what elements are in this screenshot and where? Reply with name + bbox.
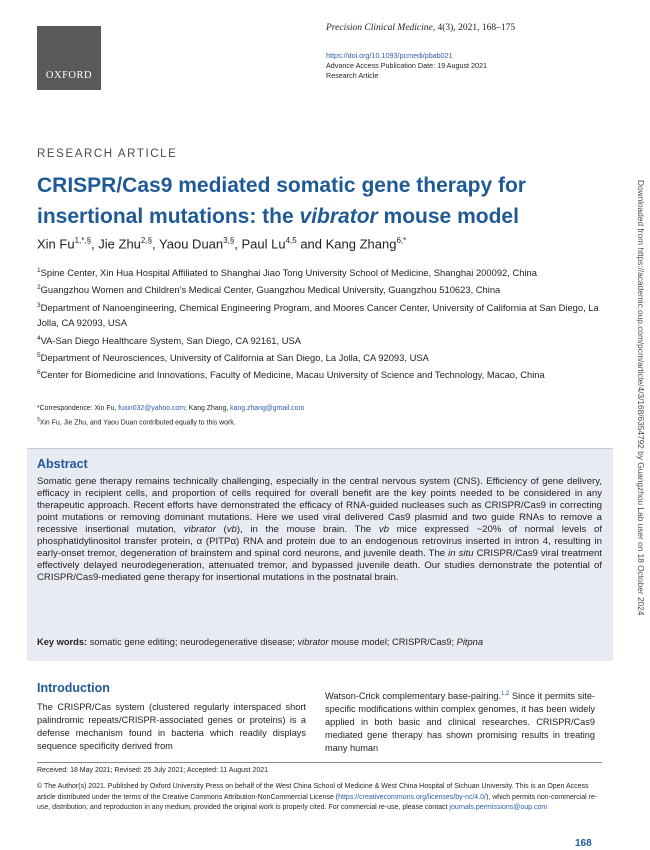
- introduction-column-1: The CRISPR/Cas system (clustered regularly interspaced short palindromic repeats/CRISPR-associated genes or proteins) is a defense mechanism found in bacteria which readily displays sequence specificity derived from: [37, 702, 306, 752]
- introduction-heading: Introduction: [37, 681, 110, 695]
- affiliation-number: 3: [37, 301, 41, 309]
- keywords-text: somatic gene editing; neurodegenerative disease;: [87, 637, 298, 647]
- abstract-text: CRISPR/Cas9 viral treatment effectively delayed neurodegeneration, attenuated tremor, and bypassed juvenile death. Our studies demonstrate the potential of CRISPR/Cas9-mediated gene therapy for insertional mutations in the postnatal brain.: [37, 548, 603, 584]
- advance-access-date: Advance Access Publication Date: 19 August 2021: [326, 61, 488, 70]
- permissions-email-link[interactable]: journals.permissions@oup.com: [449, 804, 548, 812]
- affiliation-list: [37, 263, 602, 383]
- title-part-1: CRISPR/Cas9 mediated somatic gene therapy for insertional mutations: the: [37, 174, 526, 228]
- email-link[interactable]: kang.zhang@gmail.com: [230, 405, 305, 412]
- article-title: [37, 170, 597, 232]
- affiliation-text: Department of Neurosciences, University of California at San Diego, La Jolla, CA 92093, USA: [40, 352, 429, 364]
- license-link[interactable]: https://creativecommons.org/licenses/by-nc/4.0/: [338, 793, 486, 801]
- title-italic: vibrator: [299, 205, 378, 228]
- article-meta: [326, 51, 487, 81]
- author-affil-ref: 1,*,§: [74, 236, 92, 245]
- oxford-logo: [37, 26, 101, 90]
- author-name[interactable]: Jie Zhu: [98, 236, 141, 252]
- affiliation-item: [37, 280, 602, 297]
- footer-divider: [37, 762, 602, 763]
- received-dates: Received: 18 May 2021; Revised: 25 July 2021; Accepted: 11 August 2021: [37, 767, 269, 774]
- abstract-body: [37, 476, 602, 584]
- journal-name: Precision Clinical Medicine,: [326, 23, 436, 33]
- author-name[interactable]: Yaou Duan: [159, 236, 224, 252]
- affiliation-number: 5: [37, 351, 41, 359]
- journal-issue: 4(3), 2021, 168–175: [435, 23, 516, 33]
- abstract-text: mice expressed ~20% of normal levels of phosphatidylinositol transfer protein, α (PITPα) RNA and protein due to an endogenous retrovirus inserted in intron 4, resulting in early-onset tremor, degeneration of brainstem and spinal cord neurons, and juvenile death. The: [37, 524, 602, 560]
- doi-link[interactable]: https://doi.org/10.1093/pcmedi/pbab021: [326, 51, 453, 60]
- affiliation-text: VA-San Diego Healthcare System, San Diego, CA 92161, USA: [40, 334, 302, 346]
- equal-contribution-note: Xin Fu, Jie Zhu, and Yaou Duan contributed equally to this work.: [39, 418, 236, 426]
- introduction-column-2: [325, 688, 595, 756]
- abstract-text: Somatic gene therapy remains technically challenging, especially in the central nervous system (CNS). Efficiency of gene delivery, efficacy in recipient cells, and proportion of cells required for overall benefit are the key points needed to be considered in any therapeutic approach. Recent efforts have demonstrated the efficacy of RNA-guided nucleases such as CRISPR/Cas9 in correcting point mutations or removing dominant mutations. Here we used viral delivered Cas9 plasmid and two guide RNAs to remove a recessive insertional mutation,: [37, 476, 602, 536]
- abstract-italic: vb: [226, 524, 237, 536]
- correspondence-note: *Correspondence: Xin Fu, fuxin032@yahoo.com; Kang Zhang, kang.zhang@gmail.com §Xin Fu, Jie Zhu, and Yaou Duan contributed equally to this work.: [37, 405, 305, 426]
- affiliation-number: 4: [37, 334, 41, 342]
- email-link[interactable]: fuxin032@yahoo.com: [118, 405, 185, 412]
- license-text: © The Author(s) 2021. Published by Oxford University Press on behalf of the West China School of Medicine & West China Hospital of Sichuan University. This is an Open Access article distributed under the terms of the Creative Commons Attribution-NonCommercial License (: [37, 783, 589, 801]
- keywords: [37, 637, 602, 647]
- affiliation-item: [37, 348, 602, 365]
- author-affil-ref: 6,*: [396, 236, 407, 245]
- citation-ref[interactable]: 1,2: [501, 691, 510, 697]
- author-list: Xin $Fu^{1,*,\S}$, Jie Zhu$^{2,\S}$, Yaou Duan$^{3,\S}$, Paul Lu$^{4,5}$ and Kang Zhang$^{6,*}$: [37, 236, 407, 252]
- page-number: 168: [575, 838, 592, 849]
- affiliation-item: [37, 331, 602, 348]
- affiliation-text: Center for Biomedicine and Innovations, Faculty of Medicine, Macau University of Science and Technology, Macao, China: [40, 369, 545, 381]
- abstract-heading: Abstract: [37, 457, 88, 471]
- affiliation-text: Guangzhou Women and Children’s Medical Center, Guangzhou Medical University, Guangzhou 510623, China: [40, 284, 501, 296]
- affiliation-text: Department of Nanoengineering, Chemical Engineering Program, and Moores Cancer Center, University of California at San Diego, La Jolla, CA 92093, USA: [37, 301, 599, 329]
- abstract-italic: vb: [378, 524, 389, 536]
- affiliation-item: [37, 263, 602, 280]
- license-notice: [37, 782, 602, 814]
- download-note: [632, 180, 646, 660]
- author-name[interactable]: Kang Zhang: [325, 236, 397, 252]
- author-affil-ref: 4,5: [285, 236, 297, 245]
- author-affil-ref: 3,§: [223, 236, 235, 245]
- abstract-italic: vibrator: [183, 524, 216, 536]
- download-note-text: Downloaded from https://academic.oup.com/pcm/article/4/3/168/6354792 by Guangzhou Lab user on 18 October 2024: [636, 180, 646, 616]
- affiliation-item: [37, 298, 602, 331]
- article-type: Research Article: [326, 71, 379, 80]
- affiliation-text: Spine Center, Xin Hua Hospital Affiliated to Shanghai Jiao Tong University School of Medicine, Shanghai 200092, China: [40, 267, 537, 279]
- author-name[interactable]: Paul Lu: [241, 236, 286, 252]
- intro-text: Watson-Crick complementary base-pairing.: [325, 691, 502, 702]
- abstract-text: (: [215, 524, 227, 536]
- keywords-text: mouse model; CRISPR/Cas9;: [328, 637, 457, 647]
- journal-citation: [326, 23, 515, 33]
- title-part-2: mouse model: [377, 205, 519, 228]
- abstract-text: ), in the mouse brain. The: [236, 524, 379, 536]
- affiliation-number: 6: [37, 369, 41, 377]
- correspondence-mid: ; Kang Zhang,: [184, 405, 231, 412]
- keywords-label: Key words:: [37, 637, 88, 647]
- intro-text: Since it permits site-specific modifications within complex genomes, it has been widely applied in both basic and clinical researches. CRISPR/Cas9 mediated gene therapy has shown promising results in treating many human: [325, 691, 595, 754]
- abstract-italic: in situ: [448, 548, 474, 560]
- keywords-italic: vibrator: [297, 637, 329, 647]
- author-name[interactable]: Xin Fu: [37, 236, 75, 252]
- author-affil-ref: 2,§: [140, 236, 153, 245]
- affiliation-number: 2: [37, 284, 41, 292]
- section-label: RESEARCH ARTICLE: [37, 148, 178, 160]
- affiliation-item: [37, 365, 602, 382]
- keywords-italic: Pitpna: [456, 637, 484, 647]
- affiliation-number: 1: [37, 267, 41, 274]
- license-text: ), which permits non-commercial re-use, distribution, and reproduction in any medium, provided the original work is properly cited. For commercial re-use, please contact: [37, 793, 598, 812]
- correspondence-prefix: *Correspondence: Xin Fu,: [37, 405, 119, 412]
- oxford-logo-text: OXFORD: [45, 70, 93, 81]
